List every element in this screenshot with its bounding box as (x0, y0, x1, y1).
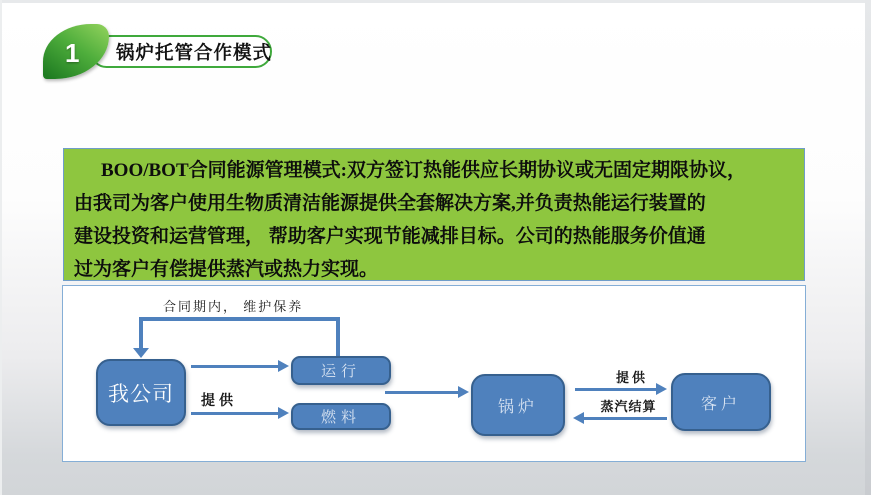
arrow-customer-boiler (584, 417, 667, 420)
node-boiler[interactable] (471, 374, 565, 436)
node-customer[interactable] (671, 373, 771, 431)
arrow-to-boiler (385, 391, 459, 394)
node-company-label: 我公司 (108, 381, 174, 406)
arrowhead-right-icon (278, 407, 289, 419)
arrow-boiler-customer (575, 388, 657, 391)
node-company[interactable] (96, 359, 186, 426)
left-frame-line (0, 0, 2, 495)
summary-line: 建设投资和运营管理， 帮助客户实现节能减排目标。公司的热能服务价值通 (74, 226, 706, 247)
top-frame-line (0, 0, 871, 3)
arrowhead-right-icon (656, 383, 667, 395)
leaf-icon (43, 24, 109, 79)
arrowhead-left-icon (573, 412, 584, 424)
diagram-panel[interactable] (62, 285, 806, 462)
arrowhead-right-icon (458, 386, 469, 398)
summary-line: BOO/BOT合同能源管理模式:双方签订热能供应长期协议或无固定期限协议， (101, 160, 746, 181)
section-title-pill[interactable] (90, 35, 272, 68)
arrow-company-fuel (191, 412, 279, 415)
summary-line: 由我司为客户使用生物质清洁能源提供全套解决方案,并负责热能运行装置的 (74, 193, 706, 214)
loop-connector-right (336, 317, 340, 356)
summary-textbox[interactable] (63, 148, 805, 281)
arrowhead-right-icon (278, 360, 289, 372)
steam-settlement-label: 蒸汽结算 (600, 399, 657, 414)
section-number: 1 (65, 38, 80, 68)
node-boiler-label: 锅炉 (497, 398, 538, 416)
provide-label-left: 提供 (201, 394, 237, 409)
maintenance-loop-label: 合同期内， 维护保养 (163, 299, 304, 314)
loop-arrowhead-down-icon (133, 348, 149, 358)
section-title: 锅炉托管合作模式 (116, 41, 273, 63)
provide-label-right: 提供 (615, 370, 648, 385)
loop-connector-left (139, 317, 143, 349)
node-fuel[interactable] (291, 403, 391, 430)
node-customer-label: 客户 (700, 395, 741, 413)
summary-line: 过为客户有偿提供蒸汽或热力实现。 (74, 259, 379, 280)
loop-connector-top (139, 317, 340, 321)
right-frame-strip (865, 0, 871, 495)
node-fuel-label: 燃料 (320, 410, 361, 426)
arrow-company-operation (191, 365, 279, 368)
node-operation[interactable] (291, 356, 391, 385)
node-operation-label: 运行 (320, 364, 361, 380)
